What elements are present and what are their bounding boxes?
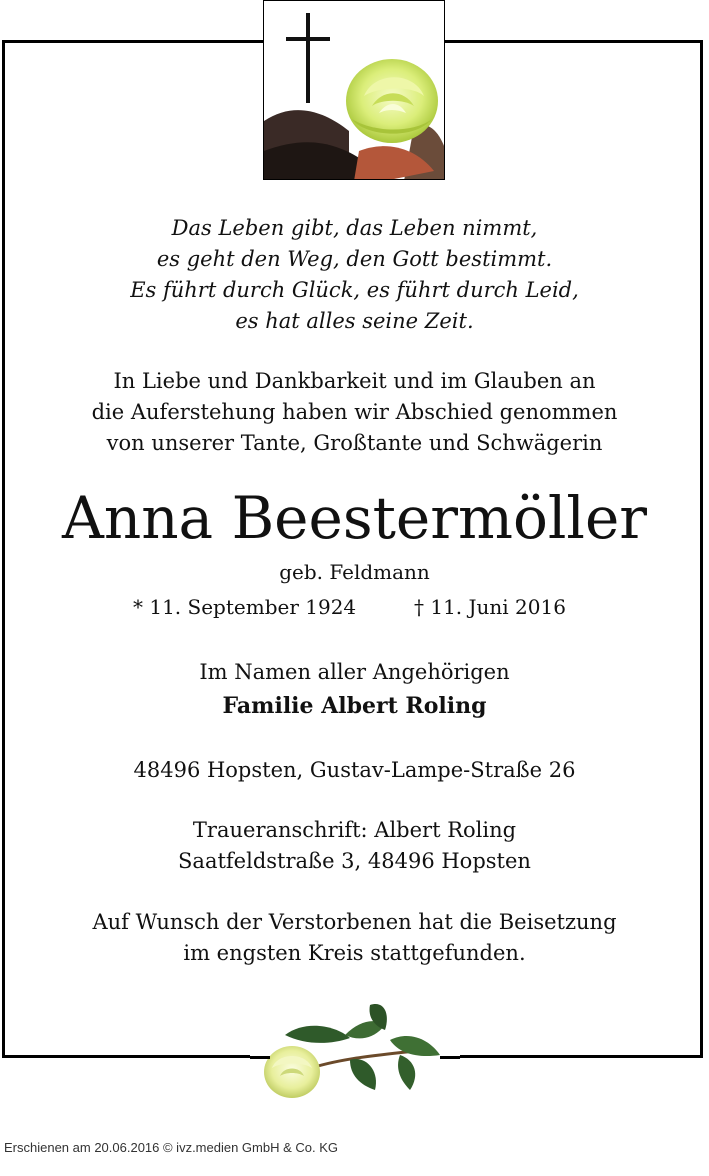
burial-line: im engsten Kreis stattgefunden. bbox=[183, 941, 526, 965]
intro-text bbox=[0, 366, 709, 459]
intro-line: die Auferstehung haben wir Abschied genommen bbox=[91, 400, 618, 424]
rose-cross-icon bbox=[264, 1, 445, 180]
verse-line: es geht den Weg, den Gott bestimmt. bbox=[156, 247, 553, 271]
cross-rose-photo bbox=[263, 0, 445, 180]
footer-credit: Erschienen am 20.06.2016 © ivz.medien GmbH & Co. KG bbox=[4, 1140, 339, 1155]
mourning-address-line: Saatfeldstraße 3, 48496 Hopsten bbox=[178, 849, 531, 873]
bottom-rose-image bbox=[250, 1000, 460, 1110]
born-name: geb. Feldmann bbox=[279, 560, 430, 584]
verse-line: es hat alles seine Zeit. bbox=[235, 309, 474, 333]
intro-line: von unserer Tante, Großtante und Schwägerin bbox=[106, 431, 603, 455]
mourning-address-line: Traueranschrift: Albert Roling bbox=[192, 818, 517, 842]
home-address: 48496 Hopsten, Gustav-Lampe-Straße 26 bbox=[133, 758, 576, 782]
intro-line: In Liebe und Dankbarkeit und im Glauben an bbox=[113, 369, 596, 393]
birth-date: * 11. September 1924 bbox=[133, 595, 357, 619]
mourning-address bbox=[0, 815, 709, 877]
deceased-name: Anna Beestermöller bbox=[61, 484, 648, 552]
verse bbox=[0, 213, 709, 337]
verse-line: Es führt durch Glück, es führt durch Leid, bbox=[130, 278, 579, 302]
verse-line: Das Leben gibt, das Leben nimmt, bbox=[171, 216, 538, 240]
family-name: Familie Albert Roling bbox=[222, 693, 487, 719]
mourners-line: Im Namen aller Angehörigen bbox=[199, 660, 510, 684]
burial-note bbox=[0, 907, 709, 969]
yellow-rose-icon bbox=[250, 1000, 460, 1110]
death-date: † 11. Juni 2016 bbox=[414, 595, 566, 619]
burial-line: Auf Wunsch der Verstorbenen hat die Beisetzung bbox=[92, 910, 617, 934]
